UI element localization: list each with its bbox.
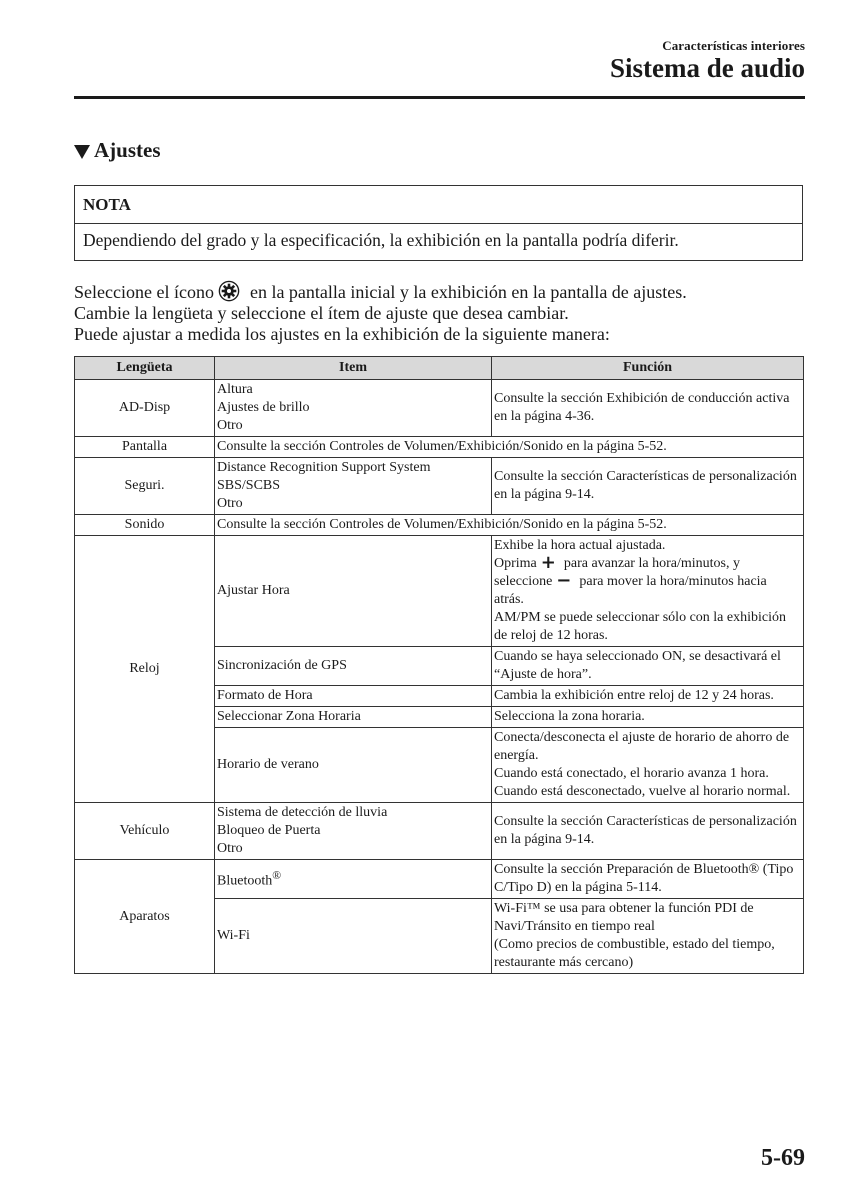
table-row <box>75 803 804 860</box>
item-cell <box>215 458 492 515</box>
table-row <box>75 380 804 437</box>
intro-text <box>74 280 814 345</box>
function-cell <box>492 536 804 647</box>
tab-cell: AD-Disp <box>75 380 215 437</box>
function-cell: Selecciona la zona horaria. <box>492 707 804 728</box>
table-row <box>75 515 804 536</box>
minus-icon: − <box>556 570 572 591</box>
header-item: Item <box>215 357 492 380</box>
function-line <box>494 570 801 591</box>
note-body: Dependiendo del grado y la especificación, la exhibición en la pantalla podría diferir. <box>83 230 679 250</box>
table-header-row <box>75 357 804 380</box>
intro-line-3: Puede ajustar a medida los ajustes en la exhibición de la siguiente manera: <box>74 324 610 344</box>
table-row <box>75 536 804 647</box>
section-heading-label: Ajustes <box>94 138 161 162</box>
item-cell <box>215 860 492 899</box>
registered-mark: ® <box>272 869 282 883</box>
function-line: Conecta/desconecta el ajuste de horario de ahorro de energía. <box>494 730 790 763</box>
note-box <box>74 185 803 261</box>
item-line: Altura <box>217 382 253 397</box>
item-cell: Formato de Hora <box>215 686 492 707</box>
item-line: Otro <box>217 418 243 433</box>
tab-cell: Pantalla <box>75 437 215 458</box>
function-cell <box>492 728 804 803</box>
tab-cell: Sonido <box>75 515 215 536</box>
tab-cell: Vehículo <box>75 803 215 860</box>
function-cell: Cambia la exhibición entre reloj de 12 y 24 horas. <box>492 686 804 707</box>
function-line: Exhibe la hora actual ajustada. <box>494 538 666 553</box>
settings-table <box>74 356 804 974</box>
function-text: Oprima <box>494 556 537 571</box>
function-cell: Cuando se haya seleccionado ON, se desactivará el “Ajuste de hora”. <box>492 647 804 686</box>
function-cell: Consulte la sección Controles de Volumen/Exhibición/Sonido en la página 5-52. <box>215 515 804 536</box>
page-number: 5-69 <box>761 1145 805 1171</box>
item-line: Otro <box>217 841 243 856</box>
item-cell: Seleccionar Zona Horaria <box>215 707 492 728</box>
table-row <box>75 860 804 899</box>
gear-icon <box>218 280 240 302</box>
item-line: Ajustes de brillo <box>217 400 310 415</box>
header-lengueta: Lengüeta <box>75 357 215 380</box>
table-row <box>75 458 804 515</box>
item-cell <box>215 380 492 437</box>
intro-line-1-after: en la pantalla inicial y la exhibición en la pantalla de ajustes. <box>249 282 687 302</box>
item-line: Sistema de detección de lluvia <box>217 805 388 820</box>
note-title: NOTA <box>75 186 802 224</box>
intro-line-1-before: Seleccione el ícono <box>74 282 214 302</box>
item-cell: Ajustar Hora <box>215 536 492 647</box>
section-label: Características interiores <box>662 38 805 53</box>
function-line <box>494 552 801 573</box>
page-title: Sistema de audio <box>609 53 805 83</box>
triangle-down-icon <box>74 145 90 159</box>
intro-line-2: Cambie la lengüeta y seleccione el ítem de ajuste que desea cambiar. <box>74 303 569 323</box>
table-row <box>75 437 804 458</box>
item-cell <box>215 803 492 860</box>
function-line: Cuando está conectado, el horario avanza 1 hora. Cuando está desconectado, vuelve al horario normal. <box>494 766 791 799</box>
item-line: Otro <box>217 496 243 511</box>
function-cell: Consulte la sección Exhibición de conducción activa en la página 4-36. <box>492 380 804 437</box>
function-cell <box>492 899 804 974</box>
item-cell: Sincronización de GPS <box>215 647 492 686</box>
function-line: Wi-Fi™ se usa para obtener la función PDI de Navi/Tránsito en tiempo real <box>494 901 754 934</box>
header-divider <box>74 96 805 99</box>
function-line: (Como precios de combustible, estado del tiempo, restaurante más cercano) <box>494 937 775 970</box>
tab-cell: Aparatos <box>75 860 215 974</box>
item-cell: Wi-Fi <box>215 899 492 974</box>
plus-icon: + <box>540 552 556 573</box>
header-funcion: Función <box>492 357 804 380</box>
function-text: seleccione <box>494 574 553 589</box>
function-cell: Consulte la sección Características de personalización en la página 9-14. <box>492 803 804 860</box>
function-cell: Consulte la sección Controles de Volumen/Exhibición/Sonido en la página 5-52. <box>215 437 804 458</box>
function-line: atrás. <box>494 592 524 607</box>
item-cell: Horario de verano <box>215 728 492 803</box>
section-heading <box>74 138 161 163</box>
function-cell: Consulte la sección Características de personalización en la página 9-14. <box>492 458 804 515</box>
item-text: Bluetooth <box>217 873 273 889</box>
tab-cell: Reloj <box>75 536 215 803</box>
item-line: Bloqueo de Puerta <box>217 823 321 838</box>
function-line: AM/PM se puede seleccionar sólo con la exhibición de reloj de 12 horas. <box>494 610 786 643</box>
tab-cell: Seguri. <box>75 458 215 515</box>
function-text: para avanzar la hora/minutos, y <box>563 556 740 571</box>
item-line: SBS/SCBS <box>217 478 281 493</box>
intro-line-1 <box>74 280 814 303</box>
function-text: para mover la hora/minutos hacia <box>579 574 767 589</box>
function-cell: Consulte la sección Preparación de Bluetooth® (Tipo C/Tipo D) en la página 5-114. <box>492 860 804 899</box>
item-line: Distance Recognition Support System <box>217 460 431 475</box>
